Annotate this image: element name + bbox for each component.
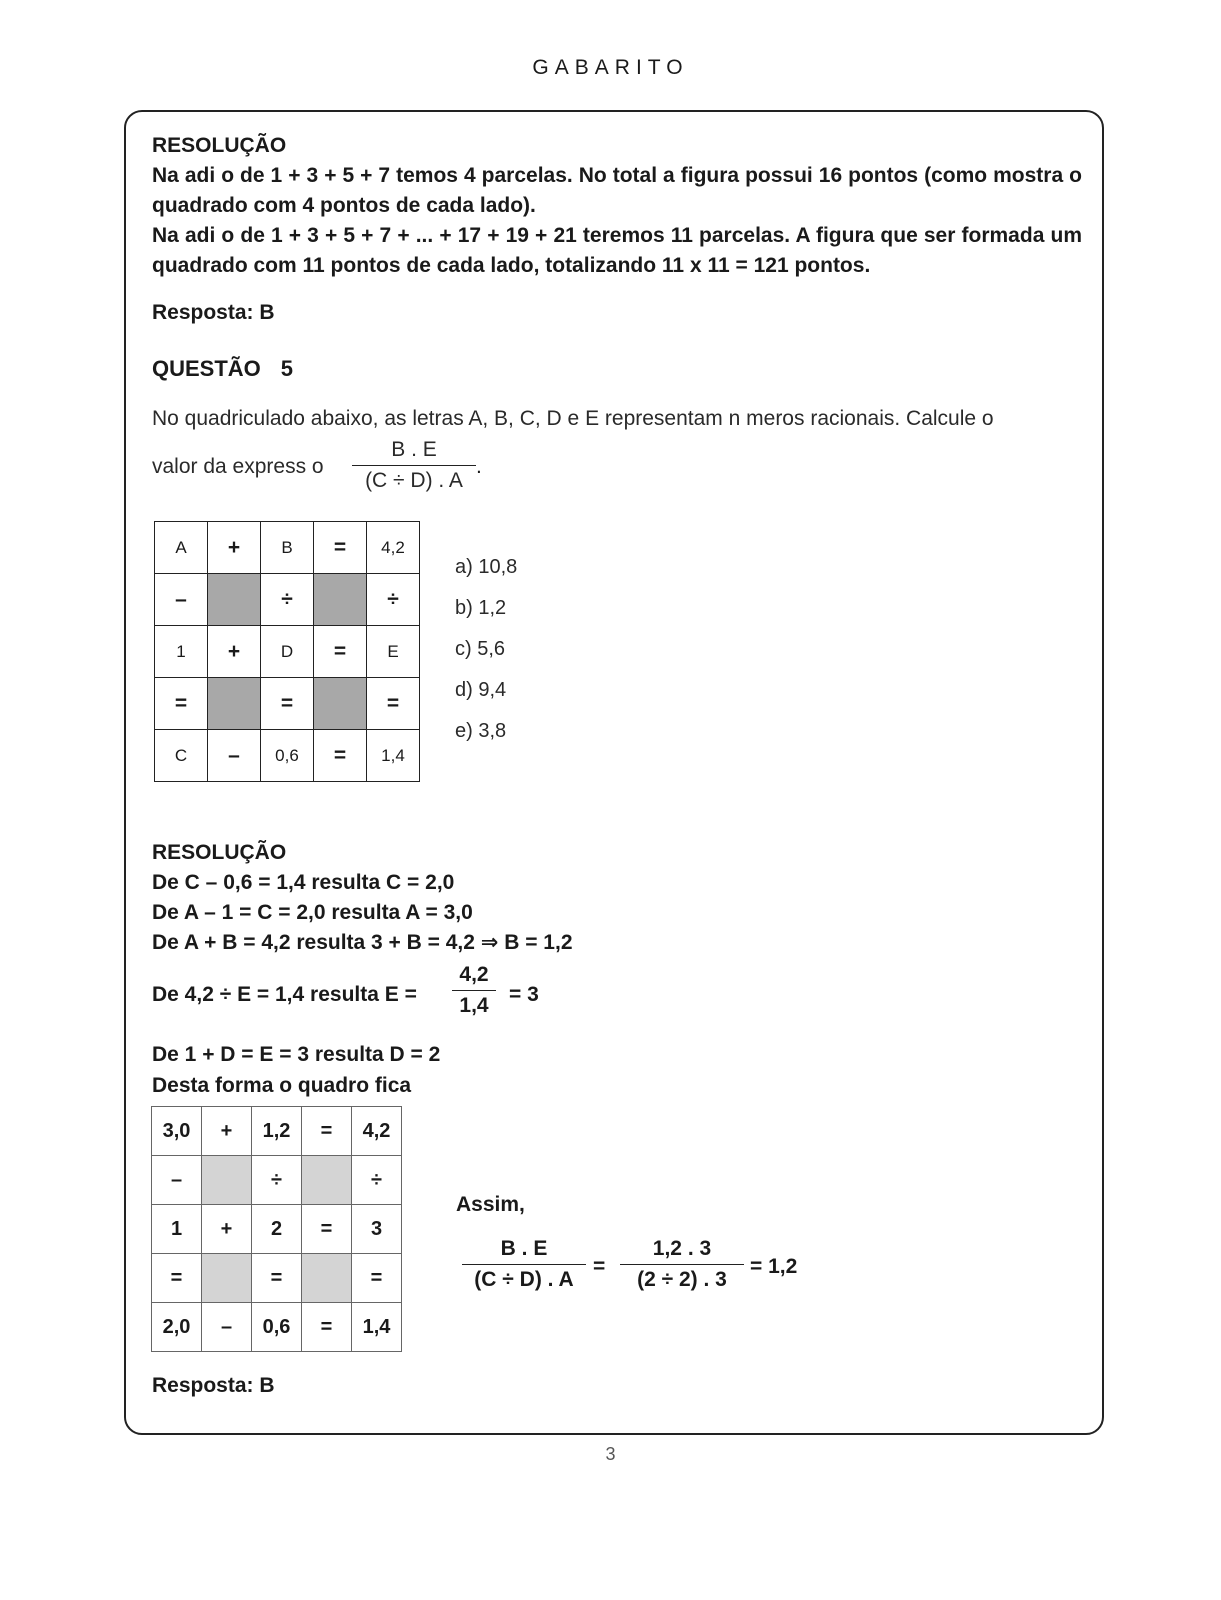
- equals-sign: =: [593, 1255, 606, 1278]
- grid-cell: ÷: [367, 574, 420, 626]
- option-d: d) 9,4: [455, 679, 507, 701]
- grid-cell: 1,2: [252, 1107, 302, 1156]
- grid-cell: –: [202, 1303, 252, 1352]
- grid-cell: 0,6: [261, 730, 314, 782]
- grid-cell: ÷: [252, 1156, 302, 1205]
- grid-cell: E: [367, 626, 420, 678]
- question-title: [152, 356, 293, 382]
- grid-cell: 4,2: [352, 1107, 402, 1156]
- question-grid: [154, 521, 420, 782]
- grid-row: [155, 626, 420, 678]
- grid-cell: ÷: [261, 574, 314, 626]
- grid-cell: 1: [152, 1205, 202, 1254]
- grid-cell: =: [302, 1205, 352, 1254]
- option-b: b) 1,2: [455, 597, 507, 619]
- grid-row: [152, 1254, 402, 1303]
- resolution-step-6: Desta forma o quadro fica: [152, 1074, 412, 1097]
- grid-cell: +: [208, 626, 261, 678]
- grid-cell: D: [261, 626, 314, 678]
- answer-options: [455, 552, 517, 757]
- grid-cell: =: [314, 522, 367, 574]
- question-fraction: [352, 437, 476, 494]
- final-fraction-2: [620, 1236, 744, 1293]
- grid-cell-shaded: [202, 1156, 252, 1205]
- grid-row: [152, 1205, 402, 1254]
- grid-cell: 3,0: [152, 1107, 202, 1156]
- resolution-step-1: De C – 0,6 = 1,4 resulta C = 2,0: [152, 871, 455, 894]
- grid-cell: 3: [352, 1205, 402, 1254]
- option-c: c) 5,6: [455, 638, 506, 660]
- grid-cell: =: [352, 1254, 402, 1303]
- solved-grid: [151, 1106, 402, 1352]
- grid-cell: =: [314, 626, 367, 678]
- resolution-paragraph-1: Na adi o de 1 + 3 + 5 + 7 temos 4 parcelas. No total a figura possui 16 pontos (como mostra o quadrado com 4 pontos de cada lado).: [152, 164, 1082, 217]
- grid-cell: =: [261, 678, 314, 730]
- fraction-bar: [462, 1264, 586, 1265]
- fraction-numerator: B . E: [500, 1237, 548, 1260]
- final-fraction-1: [462, 1236, 586, 1293]
- question-text-2: valor da express o: [152, 455, 324, 478]
- fraction-numerator: 4,2: [459, 963, 489, 986]
- resolution-title-2: RESOLUÇÃO: [152, 841, 287, 864]
- grid-cell-shaded: [208, 678, 261, 730]
- page-number: 3: [605, 1444, 616, 1464]
- resolution-step-5: De 1 + D = E = 3 resulta D = 2: [152, 1043, 441, 1066]
- question-period: .: [476, 455, 482, 478]
- grid-cell: =: [252, 1254, 302, 1303]
- grid-cell: B: [261, 522, 314, 574]
- grid-cell: +: [202, 1205, 252, 1254]
- fraction-numerator: 1,2 . 3: [652, 1237, 712, 1260]
- grid-cell: 1,4: [352, 1303, 402, 1352]
- resolution-paragraph-2: Na adi o de 1 + 3 + 5 + 7 + ... + 17 + 19 + 21 teremos 11 parcelas. A figura que ser formada um quadrado com 11 pontos de cada lado, totalizando 11 x 11 = 121 pontos.: [152, 224, 1082, 277]
- grid-cell-shaded: [302, 1156, 352, 1205]
- answer-line: Resposta: B: [152, 301, 275, 324]
- question-label: QUESTÃO: [152, 356, 261, 381]
- fraction-denominator: (C ÷ D) . A: [474, 1268, 574, 1291]
- grid-cell: =: [152, 1254, 202, 1303]
- option-a: a) 10,8: [455, 556, 518, 578]
- grid-cell: =: [314, 730, 367, 782]
- resolution-step-2: De A – 1 = C = 2,0 resulta A = 3,0: [152, 901, 473, 924]
- grid-cell: 1: [155, 626, 208, 678]
- resolution-step-4-text: De 4,2 ÷ E = 1,4 resulta E =: [152, 983, 417, 1006]
- grid-cell: +: [202, 1107, 252, 1156]
- grid-cell-shaded: [208, 574, 261, 626]
- resolution-step-3: De A + B = 4,2 resulta 3 + B = 4,2 ⇒ B = 1,2: [152, 931, 573, 954]
- fraction-numerator: B . E: [391, 438, 437, 461]
- grid-cell-shaded: [302, 1254, 352, 1303]
- grid-row: [152, 1303, 402, 1352]
- grid-cell: –: [155, 574, 208, 626]
- grid-row: [152, 1107, 402, 1156]
- grid-cell: +: [208, 522, 261, 574]
- resolution-title: RESOLUÇÃO: [152, 134, 287, 157]
- grid-row: [155, 522, 420, 574]
- grid-cell: 1,4: [367, 730, 420, 782]
- fraction-bar: [620, 1264, 744, 1265]
- question-text: No quadriculado abaixo, as letras A, B, C, D e E representam n meros racionais. Calcule o: [152, 407, 994, 430]
- grid-row: [152, 1156, 402, 1205]
- assim-label: Assim,: [456, 1193, 525, 1216]
- grid-cell: 4,2: [367, 522, 420, 574]
- fraction-bar: [352, 465, 476, 466]
- grid-cell: =: [155, 678, 208, 730]
- final-result: = 1,2: [750, 1255, 798, 1278]
- grid-cell: –: [152, 1156, 202, 1205]
- grid-cell-shaded: [314, 574, 367, 626]
- grid-cell: 2,0: [152, 1303, 202, 1352]
- grid-cell: 2: [252, 1205, 302, 1254]
- grid-cell: 0,6: [252, 1303, 302, 1352]
- grid-cell-shaded: [314, 678, 367, 730]
- grid-cell: =: [302, 1303, 352, 1352]
- grid-cell: C: [155, 730, 208, 782]
- option-e: e) 3,8: [455, 720, 507, 742]
- step-4-fraction: [452, 962, 496, 1019]
- page-header-title: GABARITO: [532, 56, 689, 79]
- grid-cell: ÷: [352, 1156, 402, 1205]
- grid-cell: =: [302, 1107, 352, 1156]
- fraction-denominator: (2 ÷ 2) . 3: [637, 1268, 727, 1291]
- grid-cell-shaded: [202, 1254, 252, 1303]
- fraction-bar: [452, 990, 496, 991]
- grid-row: [155, 730, 420, 782]
- step-4-result: = 3: [509, 983, 539, 1006]
- grid-row: [155, 678, 420, 730]
- grid-cell: A: [155, 522, 208, 574]
- fraction-denominator: (C ÷ D) . A: [365, 469, 463, 492]
- answer-line-2: Resposta: B: [152, 1374, 275, 1397]
- question-number: 5: [280, 356, 294, 381]
- grid-cell: –: [208, 730, 261, 782]
- grid-row: [155, 574, 420, 626]
- fraction-denominator: 1,4: [459, 994, 489, 1017]
- grid-cell: =: [367, 678, 420, 730]
